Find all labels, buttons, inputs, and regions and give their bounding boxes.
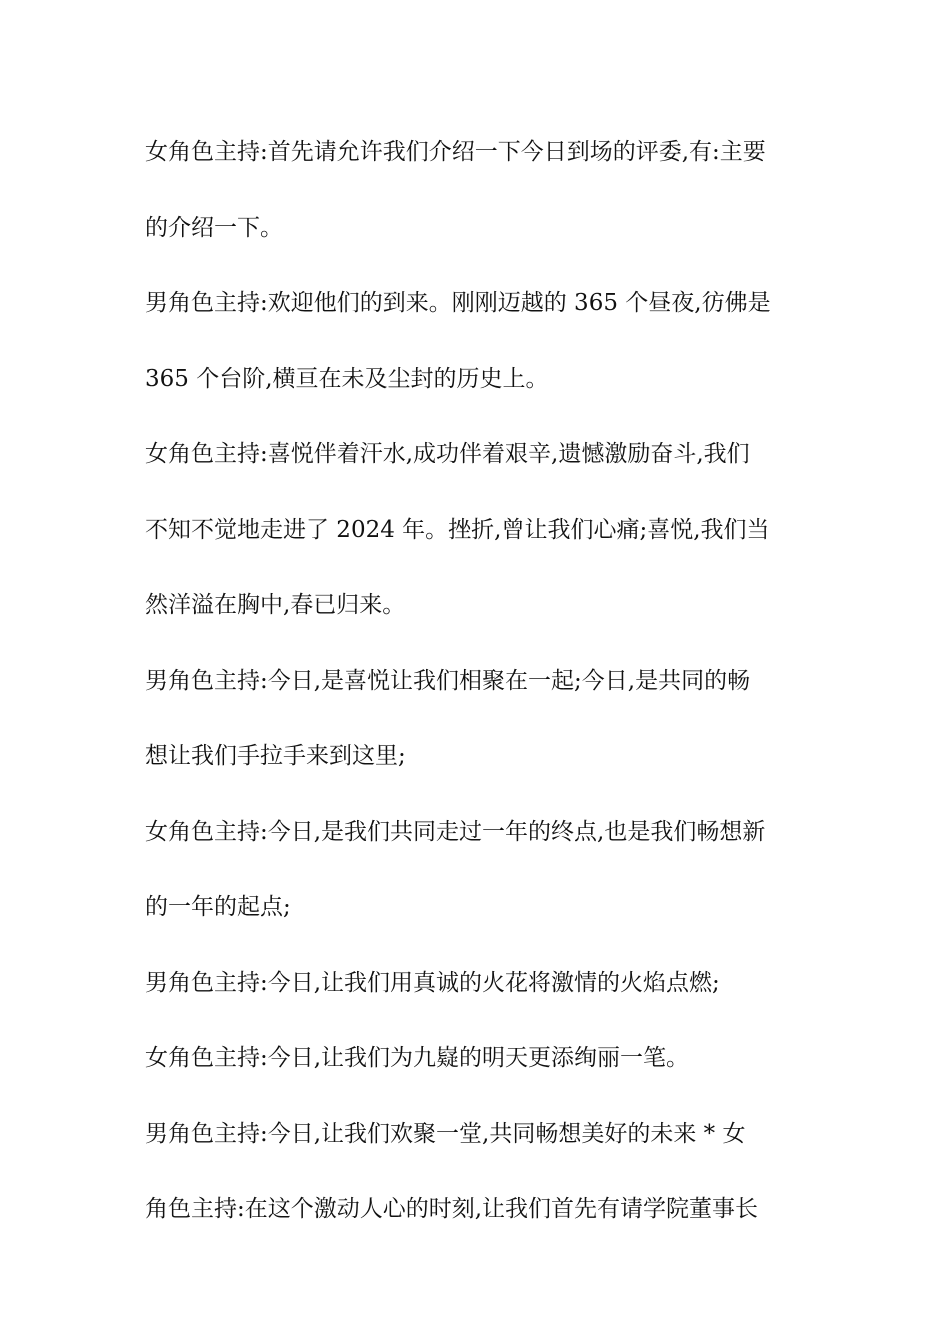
text-line: 女角色主持:喜悦伴着汗水,成功伴着艰辛,遗憾激励奋斗,我们 [145, 441, 750, 467]
text-line: 男角色主持:欢迎他们的到来。刚刚迈越的 365 个昼夜,彷佛是 [145, 290, 771, 316]
text-line: 女角色主持:今日,是我们共同走过一年的终点,也是我们畅想新 [145, 818, 766, 845]
text-line: 男角色主持:今日,是喜悦让我们相聚在一起;今日,是共同的畅 [145, 667, 751, 694]
text-line: 365 个台阶,横亘在未及尘封的历史上。 [145, 365, 549, 392]
text-line: 男角色主持:今日,让我们用真诚的火花将激情的火焰点燃; [145, 969, 720, 996]
text-line: 然洋溢在胸中,春已归来。 [145, 592, 406, 618]
text-line: 的一年的起点; [145, 894, 291, 920]
text-line: 女角色主持:首先请允许我们介绍一下今日到场的评委,有:主要 [145, 139, 766, 165]
text-line: 男角色主持:今日,让我们欢聚一堂,共同畅想美好的未来 * 女 [145, 1120, 746, 1147]
text-line: 女角色主持:今日,让我们为九嶷的明天更添绚丽一笔。 [145, 1045, 690, 1071]
text-line: 角色主持:在这个激动人心的时刻,让我们首先有请学院董事长 [145, 1196, 759, 1222]
document-body [145, 128, 810, 1261]
text-line: 的介绍一下。 [145, 214, 283, 241]
text-line: 不知不觉地走进了 2024 年。挫折,曾让我们心痛;喜悦,我们当 [145, 516, 770, 543]
text-line: 想让我们手拉手来到这里; [145, 743, 406, 769]
